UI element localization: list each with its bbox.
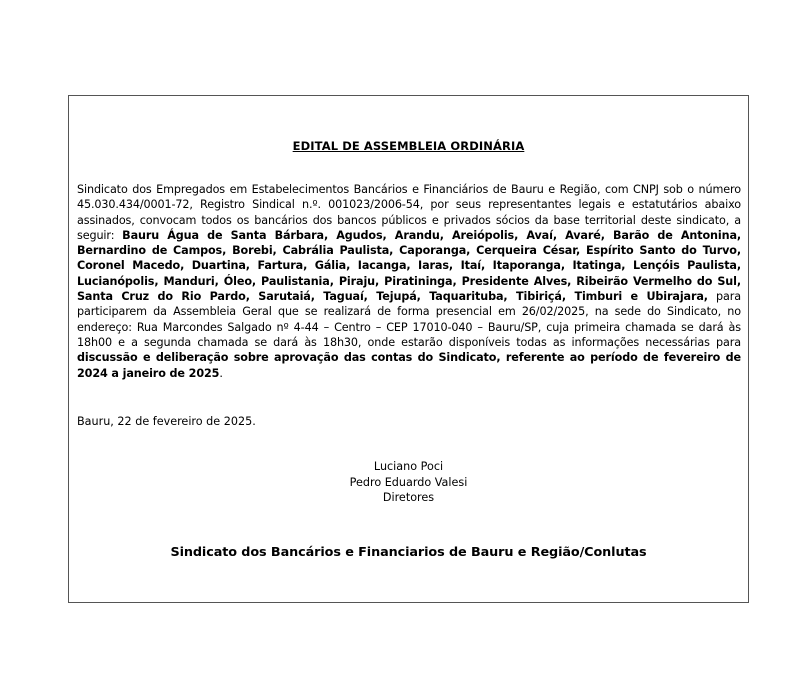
signatory-role: Diretores [382, 491, 435, 504]
notice-title: EDITAL DE ASSEMBLEIA ORDINÁRIA [292, 139, 525, 153]
body-intro: Sindicato dos Empregados em Estabelecimentos Bancários e Financiários de Bauru e Região, com CNPJ sob o número 45.030.434/0001-72, Registro Sindical n.º. 001023/2006-54, por seus representantes legais e estatutários abaixo assinados, convocam todos os bancários dos bancos públicos e privados sócios da base territorial deste sindicato, a seguir: [77, 183, 741, 242]
signatory-name: Pedro Eduardo Valesi [349, 475, 468, 489]
footer-organization: Sindicato dos Bancários e Financiarios de Bauru e Região/Conlutas [170, 545, 647, 560]
body-end: . [219, 366, 223, 380]
signature-block [69, 459, 748, 506]
body-agenda: discussão e deliberação sobre aprovação das contas do Sindicato, referente ao período de fevereiro de 2024 a janeiro de 2025 [77, 351, 741, 380]
notice-body [77, 182, 741, 381]
body-middle: para participarem da Assembleia Geral que se realizará de forma presencial em 26/02/2025, na sede do Sindicato, no endereço: Rua Marcondes Salgado nº 4-44 – Centro – CEP 17010-040 – Bauru/SP, cuja primeira chamada se dará às 18h00 e a segunda chamada se dará às 18h30, onde estarão disponíveis todas as informações necessárias para [77, 290, 741, 349]
signatory-name: Luciano Poci [373, 460, 444, 473]
notice-box [68, 95, 749, 603]
date-line: Bauru, 22 de fevereiro de 2025. [77, 415, 256, 428]
body-cities: Bauru Água de Santa Bárbara, Agudos, Arandu, Areiópolis, Avaí, Avaré, Barão de Antonina, Bernardino de Campos, Borebi, Cabrália Paulista, Caporanga, Cerqueira César, Espírito Santo do Turvo, Coronel Macedo, Duartina, Fartura, Gália, Iacanga, Iaras, Itaí, Itaporanga, Itatinga, Lençóis Paulista, Lucianópolis, Manduri, Óleo, Paulistania, Piraju, Piratininga, Presidente Alves, Ribeirão Vermelho do Sul, Santa Cruz do Rio Pardo, Sarutaiá, Taguaí, Tejupá, Taquarituba, Tibiriçá, Timburi e Ubirajara, [77, 228, 742, 304]
